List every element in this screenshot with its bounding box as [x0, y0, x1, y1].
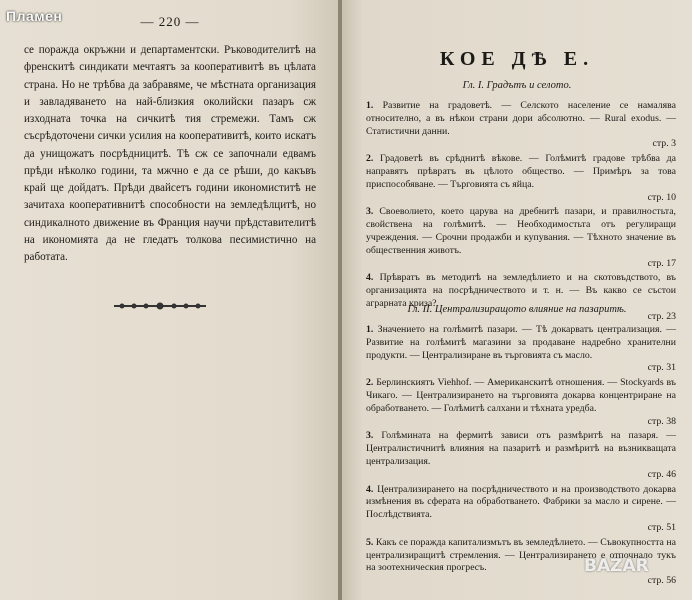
- page-number: — 220 —: [140, 14, 200, 29]
- list-item: [366, 484, 676, 535]
- chapter-heading: Гл. I. Градътъ и селото.: [462, 80, 572, 91]
- item-text: Градоветѣ въ срѣднитѣ вѣкове. — Голѣмитѣ градове трѣбва да направятъ прѣвратъ въ цѣлото общество. — Примѣръ за това приспособяване. — Търговията съ яйца.: [366, 153, 677, 190]
- item-page-ref: стр. 46: [647, 468, 676, 480]
- chapter1-list: [366, 100, 676, 326]
- list-item: [366, 324, 676, 375]
- page-title: КОЕ ДѢ Е.: [439, 48, 595, 70]
- item-page-ref: стр. 56: [647, 575, 676, 587]
- item-page-ref: стр. 17: [647, 257, 676, 269]
- item-page-ref: стр. 51: [647, 521, 676, 533]
- list-item: [366, 100, 676, 151]
- list-item: [366, 377, 676, 428]
- left-page: [0, 0, 340, 600]
- item-number: 1.: [366, 100, 374, 111]
- item-text: Какъ се поражда капитализмътъ въ земледѣлието. — Съвокупността на централизиращитѣ стремления. — Централизирането е отпочнало тукъ на зоотехническия прогресъ.: [366, 536, 676, 574]
- watermark: Пламен: [6, 8, 63, 24]
- item-number: 2.: [366, 377, 374, 389]
- item-number: 4.: [366, 272, 374, 284]
- item-page-ref: стр. 3: [652, 138, 676, 150]
- ornament-divider-icon: [114, 300, 206, 312]
- list-item: [366, 153, 676, 204]
- item-number: 5.: [366, 536, 374, 548]
- left-page-text: [24, 42, 316, 266]
- item-text: Прѣвратъ въ методитѣ на земледѣлието и на скотовъдството, въ организацията на посрѣдничеството и т. н. — Въ какво се състои аграрната криза?: [366, 272, 676, 309]
- item-number: 3.: [366, 430, 374, 442]
- item-number: 1.: [366, 324, 374, 335]
- list-item: [366, 206, 676, 270]
- item-text: Значението на голѣмитѣ пазари. — Тѣ докарватъ централизация. — Развитие на голѣмитѣ магазини за продаване надребно хранителни продукти. — Централизиране въ търговията съ масло.: [366, 324, 676, 361]
- item-text: Централизирането на посрѣдничеството и на производството докарва измѣнения въ сферата на обработването. Фабрики за масло и сирене. — Послѣдствията.: [366, 483, 677, 521]
- item-text: Развитие на градоветѣ. — Селското население се намалява относително, а въ нѣкои страни дори абсолютно. — Rural exodus. — Статистични данни.: [366, 100, 676, 137]
- item-number: 3.: [366, 206, 374, 218]
- bazar-logo: BAZAR: [584, 556, 649, 576]
- chapter-heading: Гл. II. Централизиращото влияние на пазаритѣ.: [407, 304, 627, 315]
- item-page-ref: стр. 10: [647, 191, 676, 203]
- item-text: Своеволието, което царува на дребнитѣ пазари, и правилностьта, свойствена на голѣмитѣ. — Необходимостьта отъ регулиращи учреждения. — Срочни продажби и купувания. — Тѣхното значение въ общественния животъ.: [366, 206, 676, 256]
- item-number: 2.: [366, 153, 374, 165]
- body-paragraph: се поражда окръжни и департаментски. Ръководителитѣ на френскитѣ синдикати мечтаятъ за кооперативитѣ въ цѣлата страна. Но не трѣбва да забравяме, че мѣстната организация и завладяването на най-близкия околийски пазаръ сж изходната точка на сичкитѣ тия стремежи. Тамъ сж съсрѣдоточени сички усилия на кооперативитѣ, които искатъ да унищожатъ посрѣдницитѣ. Тѣ сж се започнали едвамъ прѣди нѣколко години, та мжчно е да се рѣши, до какъвъ край ще дойдатъ. Прѣди двайсетъ години икономиститѣ не зачитаха кооперативнитѣ способности на земледѣлцитѣ, но синдикалното движение въ Франция научи прѣдставителитѣ на икономията да не гледатъ толкова песимистично на работата.: [24, 44, 316, 263]
- item-page-ref: стр. 38: [647, 415, 676, 427]
- item-text: Берлинскиятъ Viehhof. — Американскитѣ отношения. — Stockyards въ Чикаго. — Централизирането на търговията докарва концентриране на обработването. — Голѣмитѣ салхани и тѣхната уредба.: [366, 377, 676, 414]
- right-page: [342, 0, 692, 600]
- item-page-ref: стр. 23: [647, 310, 676, 322]
- item-text: Голѣмината на фермитѣ зависи отъ размѣритѣ на пазаря. — Централистичнитѣ влияния на пазаритѣ и размѣритѣ на възникващата централизация.: [366, 430, 677, 467]
- list-item: [366, 272, 676, 323]
- item-number: 4.: [366, 483, 374, 495]
- chapter2-list: [366, 324, 676, 590]
- list-item: [366, 430, 676, 481]
- item-page-ref: стр. 31: [647, 362, 676, 374]
